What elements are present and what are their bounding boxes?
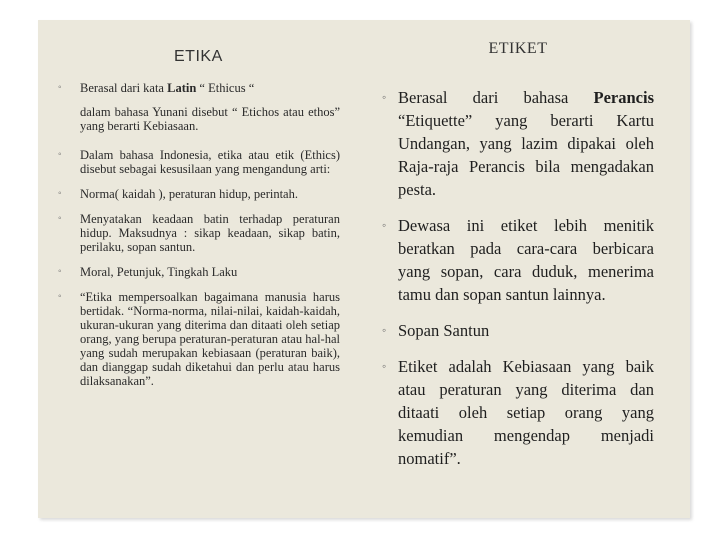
- list-item: [382, 319, 654, 342]
- item-text-bold: Perancis: [593, 88, 654, 107]
- item-text: Menyatakan keadaan batin terhadap peraturan hidup. Maksudnya : sikap keadaan, sikap batin, perilaku, sopan santun.: [80, 212, 340, 254]
- etiket-list: [382, 86, 654, 470]
- list-item-continuation: [58, 105, 340, 133]
- list-item: [382, 86, 654, 201]
- bullet-icon: ◦: [58, 82, 62, 93]
- bullet-icon: ◦: [58, 213, 62, 224]
- bullet-icon: ◦: [382, 218, 387, 232]
- etika-list: [58, 81, 340, 388]
- list-item: [382, 355, 654, 470]
- list-item: [58, 148, 340, 176]
- list-item: [58, 81, 340, 95]
- bullet-icon: ◦: [382, 90, 387, 104]
- etika-column: [58, 40, 340, 388]
- bullet-icon: ◦: [58, 188, 62, 199]
- item-text: Etiket adalah Kebiasaan yang baik atau peraturan yang diterima dan ditaati oleh setiap orang yang kemudian mengendap menjadi nomatif”.: [398, 357, 654, 468]
- item-text: Dewasa ini etiket lebih menitik beratkan pada cara-cara berbicara yang sopan, cara duduk, menerima tamu dan sopan santun lainnya.: [398, 216, 654, 304]
- bullet-icon: ◦: [58, 266, 62, 277]
- item-text: “Etika mempersoalkan bagaimana manusia harus bertidak. “Norma-norma, nilai-nilai, kaidah-kaidah, ukuran-ukuran yang diterima dan ditaati oleh setiap orang, yang berupa peraturan-peraturan atau hal-hal yang sudah merupakan kebiasaan (peraturan baik), dan dianggap sudah diketahui dan perlu atau harus dilaksanakan”.: [80, 290, 340, 388]
- item-text-pre: Berasal dari kata: [80, 81, 168, 95]
- item-text: Dalam bahasa Indonesia, etika atau etik (Ethics) disebut sebagai kesusilaan yang mengandung arti:: [80, 148, 340, 176]
- item-text: Moral, Petunjuk, Tingkah Laku: [80, 265, 238, 279]
- item-text-pre: Berasal dari bahasa: [398, 88, 594, 107]
- bullet-icon: ◦: [382, 323, 387, 337]
- item-text-bold: Latin: [167, 81, 197, 95]
- item-text-post: “ Ethicus “: [196, 81, 255, 95]
- list-item: [58, 265, 340, 279]
- etiket-heading: ETIKET: [488, 40, 548, 57]
- etika-heading: ETIKA: [174, 48, 223, 65]
- item-text: Sopan Santun: [398, 321, 490, 340]
- item-text: Norma( kaidah ), peraturan hidup, perintah.: [80, 187, 298, 201]
- list-item: [58, 212, 340, 254]
- item-text: dalam bahasa Yunani disebut “ Etichos atau ethos” yang berarti Kebiasaan.: [80, 105, 340, 133]
- bullet-icon: ◦: [382, 359, 387, 373]
- list-item: [382, 214, 654, 306]
- bullet-icon: ◦: [58, 291, 62, 302]
- list-item: [58, 290, 340, 388]
- list-item: [58, 187, 340, 201]
- bullet-icon: ◦: [58, 149, 62, 160]
- etiket-column: [382, 40, 654, 470]
- item-text-post: “Etiquette” yang berarti Kartu Undangan, yang lazim dipakai oleh Raja-raja Perancis bila mengadakan pesta.: [398, 111, 654, 199]
